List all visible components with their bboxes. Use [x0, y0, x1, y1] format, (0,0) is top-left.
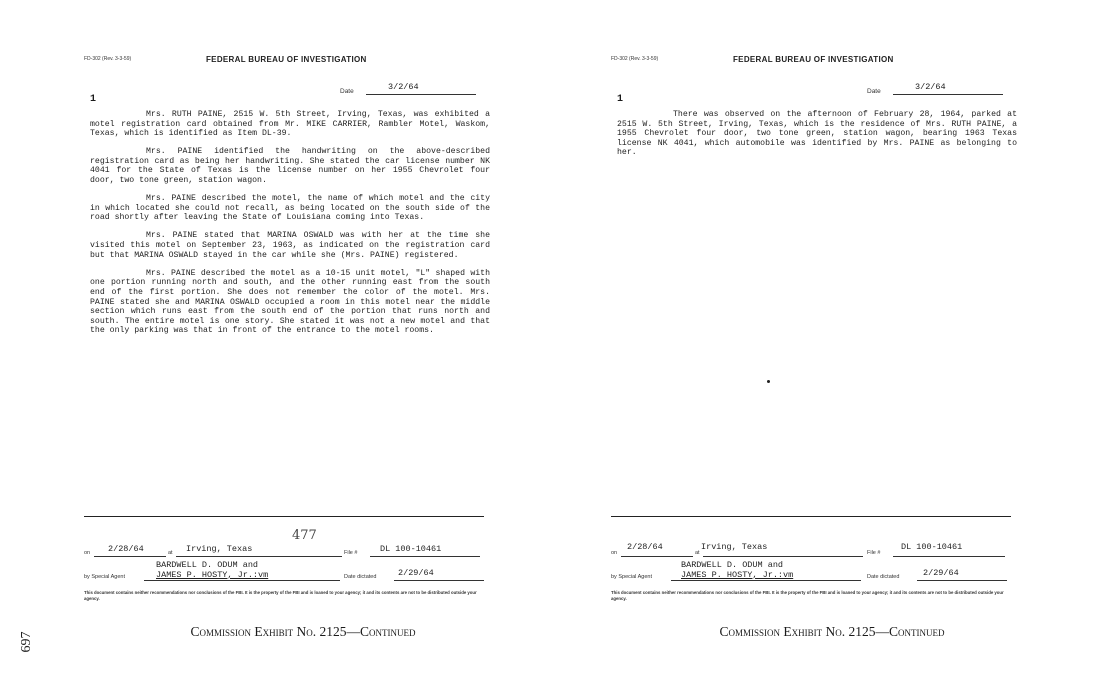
at-label: at: [168, 550, 173, 556]
exhibit-caption: Commission Exhibit No. 2125—Continued: [190, 624, 416, 639]
agent-line: [671, 580, 861, 581]
interview-date: 2/28/64: [627, 542, 663, 552]
exhibit-caption: Commission Exhibit No. 2125—Continued: [719, 624, 945, 639]
file-number: DL 100-10461: [901, 542, 963, 552]
interview-location: Irving, Texas: [701, 542, 768, 552]
agency-header: FEDERAL BUREAU OF INVESTIGATION: [206, 55, 367, 64]
dictated-date: 2/29/64: [923, 568, 959, 578]
on-date-line: [621, 556, 693, 557]
agent-name-1: BARDWELL D. ODUM and: [156, 560, 259, 570]
file-number: DL 100-10461: [380, 544, 442, 554]
file-line: [893, 556, 1005, 557]
file-label: File #: [344, 550, 358, 556]
agent-label: by Special Agent: [84, 574, 125, 580]
dictated-label: Date dictated: [867, 574, 900, 580]
agent-name-2: JAMES P. HOSTY, Jr.:vm: [681, 570, 794, 580]
dictated-line: [394, 580, 484, 581]
agent-name-1: BARDWELL D. ODUM and: [681, 560, 784, 570]
form-id: FD-302 (Rev. 3-3-59): [611, 56, 659, 62]
on-label: on: [84, 550, 91, 556]
dictated-label: Date dictated: [344, 574, 377, 580]
page-number: 697: [19, 631, 34, 653]
footer-rule: [84, 516, 484, 517]
left-document: [78, 0, 538, 691]
fbi-disclaimer: This document contains neither recommendations nor conclusions of the FBI. It is the property of the FBI and is loaned to your agency; it and its contents are not to be distributed outside your agency.: [84, 590, 477, 601]
interview-location: Irving, Texas: [186, 544, 253, 554]
interview-date: 2/28/64: [108, 544, 144, 554]
agent-name-2: JAMES P. HOSTY, Jr.:vm: [156, 570, 269, 580]
date-label: Date: [867, 88, 881, 95]
paragraph: There was observed on the afternoon of February 28, 1964, parked at 2515 W. 5th Street, Irving, Texas, which is the residence of Mrs. RUTH PAINE, a 1955 Chevrolet four door, two tone green, station wagon, bearing 1963 Texas license NK 4041, which automobile was identified by Mrs. PAINE as belonging to her.: [617, 110, 1017, 158]
agent-line: [144, 580, 340, 581]
dictated-line: [917, 580, 1007, 581]
paragraph: Mrs. PAINE stated that MARINA OSWALD was with her at the time she visited this motel on September 23, 1963, as indicated on the registration card but that MARINA OSWALD stayed in the car while she (Mrs. PAINE) registered.: [90, 231, 490, 260]
dictated-date: 2/29/64: [398, 568, 434, 578]
paragraph: Mrs. PAINE described the motel, the name of which motel and the city in which located she could not recall, as being located on the south side of the road shortly after leaving the State of Louisiana coming into Texas.: [90, 194, 490, 223]
report-body: [90, 110, 490, 344]
date-underline: [893, 94, 1003, 95]
agency-header: FEDERAL BUREAU OF INVESTIGATION: [733, 55, 894, 64]
file-label: File #: [867, 550, 881, 556]
fbi-disclaimer: This document contains neither recommendations nor conclusions of the FBI. It is the property of the FBI and is loaned to your agency; it and its contents are not to be distributed outside your agency.: [611, 590, 1004, 601]
paragraph: Mrs. PAINE identified the handwriting on the above-described registration card as being her handwriting. She stated the car license number NK 4041 for the State of Texas is the license number on her 1955 Chevrolet four door, two tone green, station wagon.: [90, 147, 490, 186]
date-underline: [366, 94, 476, 95]
on-date-line: [94, 556, 166, 557]
report-date: 3/2/64: [388, 82, 419, 92]
location-line: [703, 556, 863, 557]
page-mark: 1: [90, 94, 97, 105]
on-label: on: [611, 550, 618, 556]
form-id: FD-302 (Rev. 3-3-59): [84, 56, 132, 62]
date-label: Date: [340, 88, 354, 95]
location-line: [176, 556, 342, 557]
paragraph: Mrs. PAINE described the motel as a 10-15 unit motel, "L" shaped with one portion running north and south, and the other running east from the south end of the first portion. She does not remember the color of the motel. Mrs. PAINE stated she and MARINA OSWALD occupied a room in this motel near the middle section which runs east from the south end of the portion that runs north and south. The entire motel is one story. She stated it was not a new motel and that the only parking was that in front of the entrance to the motel rooms.: [90, 268, 490, 336]
report-date: 3/2/64: [915, 82, 946, 92]
report-body: [617, 110, 1017, 166]
page-mark: 1: [617, 94, 624, 105]
at-label: at: [695, 550, 700, 556]
paragraph: Mrs. RUTH PAINE, 2515 W. 5th Street, Irving, Texas, was exhibited a motel registration card obtained from Mr. MIKE CARRIER, Rambler Motel, Waskom, Texas, which is identified as Item DL-39.: [90, 110, 490, 139]
file-line: [370, 556, 480, 557]
footer-rule: [611, 516, 1011, 517]
handwritten-number: 477: [292, 528, 317, 543]
right-document: [605, 0, 1065, 691]
agent-label: by Special Agent: [611, 574, 652, 580]
scan-speck: [767, 380, 770, 383]
